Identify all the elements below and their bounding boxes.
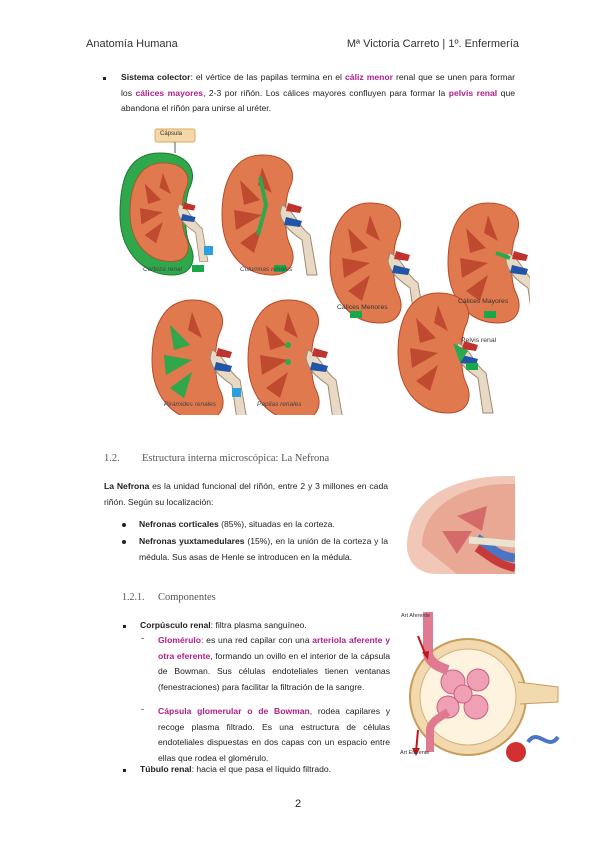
bullet xyxy=(103,77,106,80)
section-title: Estructura interna microscópica: La Nefrona xyxy=(142,453,330,464)
kidney-cortex xyxy=(120,129,213,275)
kidney-papillae xyxy=(248,300,343,415)
subsection-number: 1.2.1. xyxy=(122,592,145,603)
caption-columns: Columnas renales xyxy=(240,266,293,273)
caption-cortex: Corteza renal xyxy=(143,266,183,273)
header-left: Anatomía Humana xyxy=(86,38,178,50)
nephron-intro: La Nefrona es la unidad funcional del riñón, entre 2 y 3 millones en cada riñón. Según su localización: xyxy=(104,481,389,507)
label-major-calyces: Cálices Mayores xyxy=(458,298,509,305)
capsule-label: Cápsula xyxy=(160,131,183,137)
capsula-item: Cápsula glomerular o de Bowman, rodea capilares y recoge plasma filtrado. Es una estructura de células endoteliales dispuestas en dos capas con un espacio entre ellas que rodea el glomérulo. xyxy=(158,706,390,763)
page-number: 2 xyxy=(295,798,302,810)
list-item: Nefronas yuxtamedulares (15%), en la unión de la corteza y la médula. Sus asas de Henle se introducen en la médula. xyxy=(139,536,388,562)
kidney-columns xyxy=(222,155,317,275)
bullet xyxy=(123,769,126,772)
label-afferent-artery: Art Aferente xyxy=(401,613,431,619)
label-renal-pelvis: Pelvis renal xyxy=(461,337,497,344)
section-number: 1.2. xyxy=(104,453,120,464)
list-item: Nefronas corticales (85%), situadas en la corteza. xyxy=(139,519,335,529)
label-efferent-artery: Art Eferente xyxy=(400,750,430,756)
bullet xyxy=(122,540,126,544)
dash: - xyxy=(141,633,144,643)
tubulo-item: Túbulo renal: hacia el que pasa el líquido filtrado. xyxy=(140,764,332,774)
header-right: Mª Victoria Carreto | 1º. Enfermería xyxy=(346,38,519,50)
subsection-title: Componentes xyxy=(158,592,216,603)
caption-pyramids: Pirámides renales xyxy=(164,401,217,408)
collector-term: Sistema colector xyxy=(121,72,191,82)
bullet xyxy=(123,625,126,628)
dash: - xyxy=(141,704,144,714)
nephron-kidney-illustration xyxy=(397,476,515,574)
kidney-pyramids xyxy=(152,300,247,415)
glomerulo-item: Glomérulo: es una red capilar con una arteriola aferente y otra eferente, formando un ovillo en el interior de la cápsula de Bowman. Sus células endoteliales tienen ventanas (fenestraciones) para facilitar la filtración de la sangre. xyxy=(158,635,390,692)
corpusculo-item: Corpúsculo renal: filtra plasma sanguíneo. xyxy=(140,620,307,630)
collector-paragraph: Sistema colector: el vértice de las papilas termina en el cáliz menor renal que se unen para formar los cálices mayores, 2-3 por riñón. Los cálices mayores confluyen para formar la pelvis renal que abandona el riñón para unirse al uréter. xyxy=(121,72,516,113)
bullet xyxy=(122,523,126,527)
label-minor-calyces: Cálices Menores xyxy=(337,304,388,311)
caption-papillae: Papilas renales xyxy=(257,401,302,408)
